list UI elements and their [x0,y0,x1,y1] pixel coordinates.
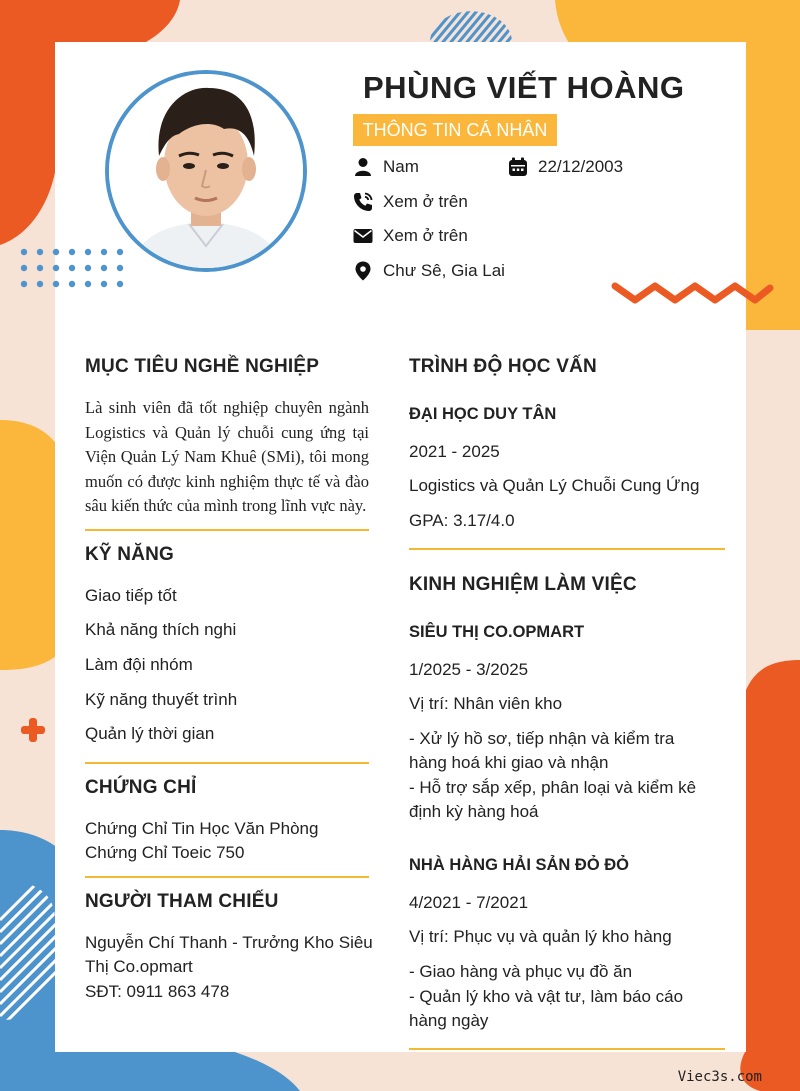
job-period: 4/2021 - 7/2021 [409,893,529,912]
profile-photo [105,70,307,272]
birthday-value: 22/12/2003 [538,157,624,176]
skill-item: Quản lý thời gian [85,724,215,743]
objective-text: Là sinh viên đã tốt nghiệp chuyên ngành Logistics và Quản lý chuỗi cung ứng tại Viện Quản Lý Nam Khuê (SMi), tôi mong muốn có được kinh nghiệm thực tế và đào sâu kiến thức của mình trong lĩnh vực này. [85,398,369,515]
reference-line: Nguyễn Chí Thanh - Trưởng Kho Siêu [85,933,373,952]
skill-item: Làm đội nhóm [85,655,193,674]
gender-row [353,157,419,177]
reference-line: Thị Co.opmart [85,957,193,976]
certificate-item: Chứng Chỉ Toeic 750 [85,843,245,862]
plus-decoration [19,716,47,744]
dot-grid [18,245,138,295]
job-description: - Xử lý hồ sơ, tiếp nhận và kiểm tra [409,729,675,748]
email-row [353,226,468,246]
job-company: SIÊU THỊ CO.OPMART [409,623,585,641]
skills-title: KỸ NĂNG [85,544,175,565]
candidate-name: PHÙNG VIẾT HOÀNG [363,70,685,105]
divider [409,1048,725,1050]
skill-item: Kỹ năng thuyết trình [85,690,238,709]
certificates-title: CHỨNG CHỈ [85,777,197,798]
job-description: - Quản lý kho và vật tư, làm báo cáo [409,987,684,1006]
job-description: - Hỗ trợ sắp xếp, phân loại và kiểm kê [409,778,697,797]
zigzag-decoration [610,278,775,312]
job-position: Vị trí: Nhân viên kho [409,694,563,713]
references-title: NGƯỜI THAM CHIẾU [85,891,279,912]
certificate-item: Chứng Chỉ Tin Học Văn Phòng [85,819,319,838]
phone-value: Xem ở trên [383,192,468,211]
job-description: định kỳ hàng hoá [409,802,539,821]
school-name: ĐẠI HỌC DUY TÂN [409,405,557,423]
phone-row [353,192,468,212]
divider [409,548,725,550]
job-company: NHÀ HÀNG HẢI SẢN ĐỎ ĐỎ [409,856,630,874]
avatar [109,74,303,268]
reference-phone: SĐT: 0911 863 478 [85,982,230,1001]
personal-info-badge: THÔNG TIN CÁ NHÂN [353,114,557,146]
job-period: 1/2025 - 3/2025 [409,660,529,679]
skill-item: Giao tiếp tốt [85,586,177,605]
user-icon [353,157,373,177]
birthday-row [508,157,623,177]
experience-title: KINH NGHIỆM LÀM VIỆC [409,574,637,595]
email-value: Xem ở trên [383,226,468,245]
education-gpa: GPA: 3.17/4.0 [409,511,515,530]
divider [85,876,369,878]
location-pin-icon [353,261,373,281]
skill-item: Khả năng thích nghi [85,620,237,639]
education-major: Logistics và Quản Lý Chuỗi Cung Ứng [409,476,700,495]
objective-title: MỤC TIÊU NGHỀ NGHIỆP [85,356,320,377]
divider [85,762,369,764]
watermark: Viec3s.com [677,1069,762,1085]
job-description: - Giao hàng và phục vụ đồ ăn [409,962,633,981]
job-description: hàng ngày [409,1011,489,1030]
divider [85,529,369,531]
address-row [353,261,505,281]
job-description: hàng hoá khi giao và nhận [409,753,609,772]
education-title: TRÌNH ĐỘ HỌC VẤN [409,356,597,377]
gender-value: Nam [383,157,419,176]
address-value: Chư Sê, Gia Lai [383,261,505,280]
calendar-icon [508,157,528,177]
job-position: Vị trí: Phục vụ và quản lý kho hàng [409,927,672,946]
mail-icon [353,226,373,246]
phone-icon [353,192,373,212]
education-period: 2021 - 2025 [409,442,500,461]
